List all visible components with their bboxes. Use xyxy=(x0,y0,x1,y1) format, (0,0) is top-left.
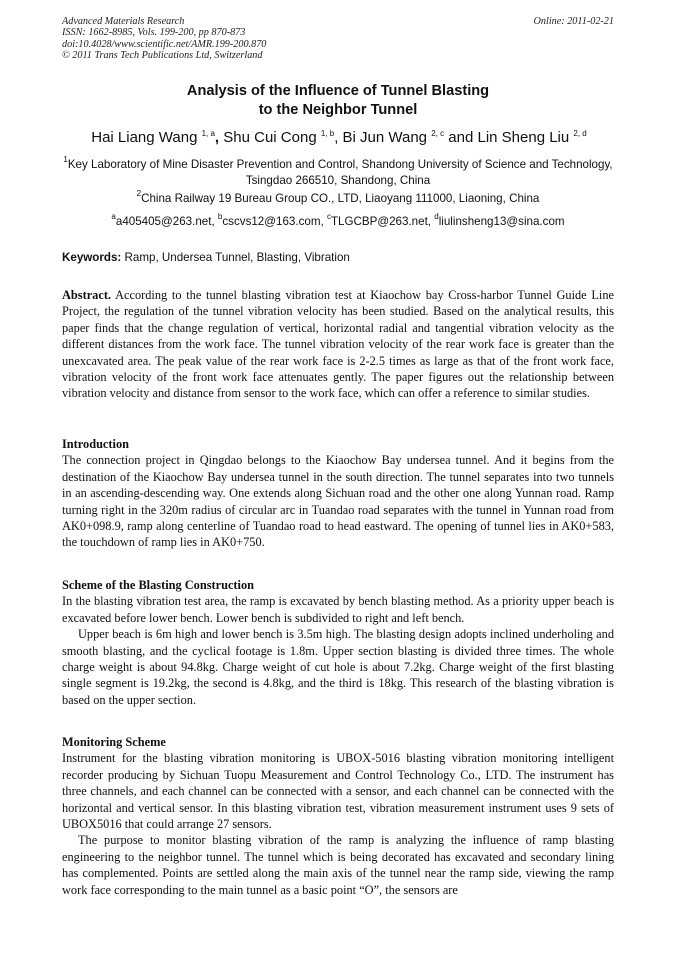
author-affiliation-mark: 2, d xyxy=(573,129,587,138)
abstract-section xyxy=(62,287,614,402)
affiliation-mark: 2 xyxy=(136,189,142,198)
email-mark: c xyxy=(326,212,331,221)
title-line-1: Analysis of the Influence of Tunnel Blasting xyxy=(186,83,490,99)
email-text: a405405@263.net, xyxy=(115,215,215,228)
email-text: liulinsheng13@sina.com xyxy=(438,215,565,228)
blasting-scheme-section xyxy=(62,577,614,708)
online-date: Online: 2011-02-21 xyxy=(533,16,614,27)
affiliation-mark: 1 xyxy=(63,155,68,164)
author-affiliation-mark: 1, a xyxy=(201,129,215,138)
paper-title xyxy=(62,82,614,119)
abstract-label: Abstract. xyxy=(62,288,112,302)
monitoring-scheme-section xyxy=(62,734,614,898)
journal-header xyxy=(62,16,614,62)
keywords-label: Keywords: xyxy=(62,251,122,264)
email-text: TLGCBP@263.net, xyxy=(330,215,432,228)
author-separator: , xyxy=(334,129,339,146)
section-paragraph: Instrument for the blasting vibration monitoring is UBOX-5016 blasting vibration monitoring intelligent recorder producing by Sichuan Tuopu Measurement and Control Technology Co., LTD. The instrument has three channels, and each channel can be connected with a sensor, and each channel can be connected with the horizontal and vertical sensor. In this blasting vibration test, vibration measurement instrument uses 9 sets of UBOX5016 that could arrange 27 sensors. xyxy=(62,751,614,832)
author-list xyxy=(40,128,638,148)
keywords-text: Ramp, Undersea Tunnel, Blasting, Vibration xyxy=(124,251,350,264)
section-heading: Introduction xyxy=(62,437,129,451)
author-emails xyxy=(62,214,614,230)
doi-line: doi:10.4028/www.scientific.net/AMR.199-200.870 xyxy=(62,38,267,50)
section-paragraph: In the blasting vibration test area, the ramp is excavated by bench blasting method. As a priority upper beach is excavated before lower bench. Lower bench is subdivided to right and left bench. xyxy=(62,594,614,625)
journal-name: Advanced Materials Research xyxy=(62,16,185,27)
affiliation-text: China Railway 19 Bureau Group CO., LTD, Liaoyang 111000, Liaoning, China xyxy=(141,192,540,205)
author-affiliation-mark: 1, b xyxy=(320,129,335,138)
introduction-section xyxy=(62,436,614,551)
author-name: Lin Sheng Liu xyxy=(477,129,570,146)
keywords-line xyxy=(62,250,614,265)
issn-line: ISSN: 1662-8985, Vols. 199-200, pp 870-873 xyxy=(62,27,246,39)
email-mark: b xyxy=(217,212,223,221)
author-name: Bi Jun Wang xyxy=(342,129,428,146)
author-name: Hai Liang Wang xyxy=(91,129,198,146)
email-text: cscvs12@163.com, xyxy=(222,215,324,228)
section-paragraph: Upper beach is 6m high and lower bench is 3.5m high. The blasting design adopts inclined underholing and smooth blasting, and the cyclical footage is 1.8m. Upper section blasting is divided three times. The whole charge weight is about 94.8kg. Charge weight of cut hole is about 7.2kg. Charge weight of the first blasting single segment is 19.2kg, the second is 4.8kg, and the third is 18kg. This research of the blasting vibration is based on the upper section. xyxy=(62,627,614,707)
section-paragraph: The connection project in Qingdao belongs to the Kiaochow Bay undersea tunnel. And it begins from the destination of the Kiaochow Bay undersea tunnel in the south direction. The tunnel separates into two tunnels in an ascending-descending way. One extends along Sichuan road and the other one along Yunnan road. Ramp turning right in the 320m radius of circular arc in Tuandao road separates with the tunnel in Yunnan road from AK0+098.9, ramp along centerline of Tuandao road to head eastward. The opening of tunnel lies in AK0+583, the touchdown of ramp lies in AK0+750. xyxy=(62,453,614,550)
email-mark: d xyxy=(434,212,439,221)
copyright-line: © 2011 Trans Tech Publications Ltd, Switzerland xyxy=(62,50,263,62)
section-heading: Scheme of the Blasting Construction xyxy=(62,578,255,592)
title-line-2: to the Neighbor Tunnel xyxy=(258,101,418,118)
author-name: Shu Cui Cong xyxy=(223,129,317,146)
affiliation-text: Key Laboratory of Mine Disaster Prevention and Control, Shandong University of Science and Technology, Tsingdao 266510, Shandong, China xyxy=(67,158,613,187)
section-heading: Monitoring Scheme xyxy=(62,735,166,749)
affiliation-1 xyxy=(62,157,614,188)
affiliation-2 xyxy=(62,191,614,207)
abstract-text: According to the tunnel blasting vibration test at Kiaochow bay Cross-harbor Tunnel Guide Line Project, the regulation of the tunnel vibration velocity has been studied. Based on the analytical results, this paper finds that the change regulation of vertical, horizontal radial and tangential vibration velocity as the different distances from the work face. The tunnel vibration velocity of the rear work face is greater than the unexcavated area. The peak value of the rear work face is 2-2.5 times as large as that of the front work face, vibration velocity of the front work face attenuates gently. The paper figures out the relationship between vibration velocity and distance from sensor to the work face, which can offer a reference to similar studies. xyxy=(62,288,614,401)
section-paragraph: The purpose to monitor blasting vibration of the ramp is analyzing the influence of ramp blasting engineering to the neighbor tunnel. The tunnel which is being decorated has excavated and secondary lining has complemented. Points are settled along the main axis of the tunnel near the ramp side, viewing the ramp work face corresponding to the main tunnel as a basic point “O”, the sensors are xyxy=(62,833,614,897)
author-separator: and xyxy=(448,129,474,146)
abstract-paragraph xyxy=(62,287,614,402)
author-affiliation-mark: 2, c xyxy=(431,129,445,138)
author-separator: , xyxy=(214,129,220,146)
email-mark: a xyxy=(111,212,116,221)
